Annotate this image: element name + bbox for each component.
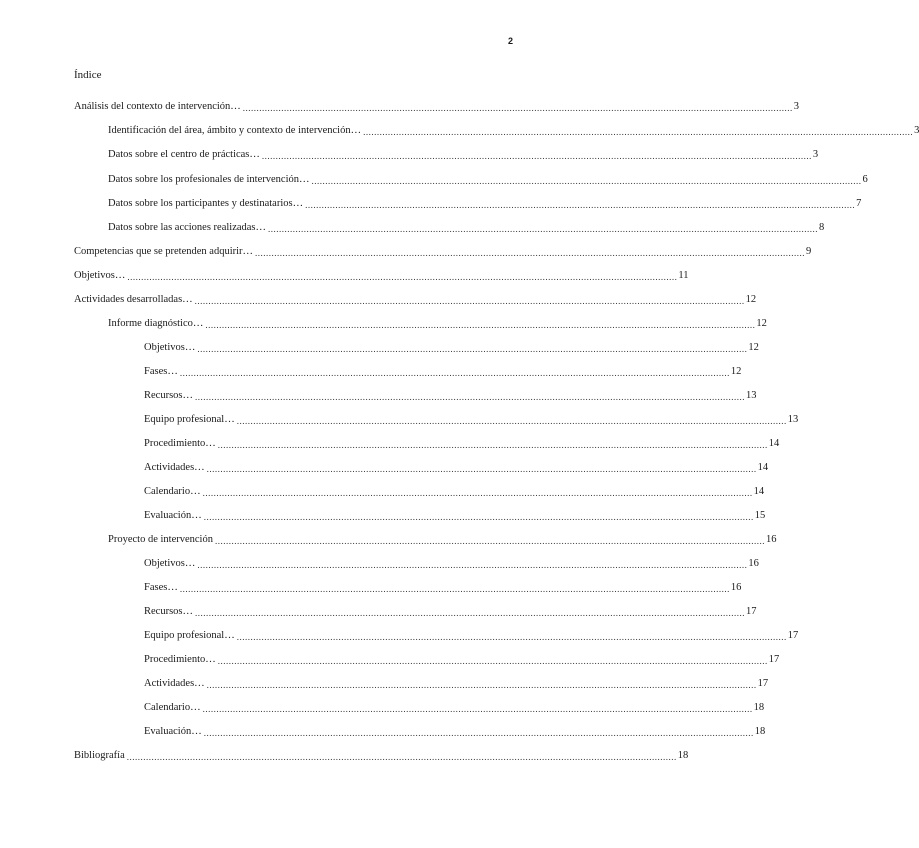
toc-entry-page: 14 — [768, 438, 780, 449]
dot-leader: ........................................................................................................................................................................................................ — [197, 560, 748, 570]
toc-entry[interactable] — [108, 533, 777, 547]
dot-leader: ........................................................................................................................................................................................................ — [311, 176, 862, 186]
dot-leader: ........................................................................................................................................................................................................ — [126, 752, 677, 762]
toc-entry-page: 14 — [757, 462, 769, 473]
toc-entry-label: Recursos… — [144, 606, 193, 617]
toc-entry[interactable] — [74, 269, 689, 283]
toc-entry-page: 12 — [756, 318, 767, 329]
toc-entry-label: Actividades… — [144, 678, 205, 689]
toc-entry-label: Proyecto de intervención — [108, 534, 213, 545]
toc-entry[interactable] — [108, 148, 819, 162]
toc-entry-page: 7 — [856, 198, 862, 209]
toc-entry-page: 18 — [753, 702, 765, 713]
dot-leader: ........................................................................................................................................................................................................ — [179, 368, 730, 378]
toc-entry-page: 15 — [754, 510, 766, 521]
dot-leader: ........................................................................................................................................................................................................ — [217, 656, 768, 666]
toc-entry-page: 11 — [678, 270, 689, 281]
toc-entry-label: Informe diagnóstico… — [108, 318, 204, 329]
toc-entry-page: 13 — [787, 414, 799, 425]
dot-leader: ........................................................................................................................................................................................................ — [242, 103, 793, 113]
toc-title: Índice — [74, 69, 102, 81]
dot-leader: ........................................................................................................................................................................................................ — [195, 608, 745, 618]
toc-entry-label: Identificación del área, ámbito y contexto de intervención… — [108, 125, 362, 136]
toc-entry[interactable] — [108, 317, 767, 331]
toc-entry-label: Actividades… — [144, 462, 205, 473]
dot-leader: ........................................................................................................................................................................................................ — [236, 632, 787, 642]
toc-entry[interactable] — [108, 173, 868, 187]
toc-entry-label: Datos sobre los participantes y destinatarios… — [108, 198, 304, 209]
toc-entry[interactable] — [144, 653, 780, 667]
toc-entry-page: 13 — [746, 390, 757, 401]
dot-leader: ........................................................................................................................................................................................................ — [305, 200, 856, 210]
toc-entry-label: Fases… — [144, 366, 178, 377]
toc-entry-label: Análisis del contexto de intervención… — [74, 101, 241, 112]
toc-entry-label: Equipo profesional… — [144, 630, 235, 641]
toc-entry-label: Calendario… — [144, 702, 201, 713]
toc-entry-page: 17 — [757, 678, 769, 689]
dot-leader: ........................................................................................................................................................................................................ — [206, 680, 757, 690]
toc-entry[interactable] — [144, 677, 769, 691]
toc-entry-label: Recursos… — [144, 390, 193, 401]
toc-entry-label: Datos sobre las acciones realizadas… — [108, 222, 267, 233]
toc-entry-page: 17 — [787, 630, 799, 641]
dot-leader: ........................................................................................................................................................................................................ — [203, 728, 754, 738]
dot-leader: ........................................................................................................................................................................................................ — [127, 272, 678, 282]
toc-entry-label: Calendario… — [144, 486, 201, 497]
toc-entry-page: 17 — [746, 606, 757, 617]
toc-entry-page: 16 — [765, 534, 777, 545]
dot-leader: ........................................................................................................................................................................................................ — [195, 392, 745, 402]
toc-entry[interactable] — [144, 701, 765, 715]
dot-leader: ........................................................................................................................................................................................................ — [197, 344, 748, 354]
toc-entry-page: 18 — [754, 726, 766, 737]
dot-leader: ........................................................................................................................................................................................................ — [261, 151, 812, 161]
toc-entry-label: Actividades desarrolladas… — [74, 294, 193, 305]
toc-entry-page: 14 — [753, 486, 765, 497]
toc-entry-label: Procedimiento… — [144, 438, 216, 449]
toc-entry-page: 3 — [812, 149, 819, 160]
dot-leader: ........................................................................................................................................................................................................ — [179, 584, 730, 594]
toc-entry-label: Datos sobre el centro de prácticas… — [108, 149, 260, 160]
toc-entry-page: 12 — [745, 294, 757, 305]
toc-entry-label: Objetivos… — [144, 342, 196, 353]
toc-entry[interactable] — [74, 293, 757, 307]
toc-entry-label: Bibliografía — [74, 750, 125, 761]
toc-entry-page: 3 — [793, 101, 800, 112]
toc-entry-page: 6 — [862, 174, 868, 185]
toc-entry-label: Procedimiento… — [144, 654, 216, 665]
toc-entry-label: Evaluación… — [144, 510, 202, 521]
dot-leader: ........................................................................................................................................................................................................ — [268, 224, 819, 234]
dot-leader: ........................................................................................................................................................................................................ — [255, 248, 806, 258]
toc-entry-page: 3 — [914, 125, 919, 136]
dot-leader: ........................................................................................................................................................................................................ — [202, 488, 753, 498]
toc-entry-label: Objetivos… — [74, 270, 126, 281]
toc-entry[interactable] — [144, 605, 757, 619]
toc-entry-page: 17 — [768, 654, 780, 665]
toc-entry[interactable] — [144, 389, 757, 403]
toc-entry-page: 16 — [730, 582, 742, 593]
dot-leader: ........................................................................................................................................................................................................ — [363, 127, 914, 137]
toc-entry-page: 9 — [806, 246, 812, 257]
toc-entry[interactable] — [144, 341, 759, 355]
dot-leader: ........................................................................................................................................................................................................ — [217, 440, 768, 450]
dot-leader: ........................................................................................................................................................................................................ — [205, 320, 756, 330]
toc-entry-label: Evaluación… — [144, 726, 202, 737]
dot-leader: ........................................................................................................................................................................................................ — [203, 512, 754, 522]
toc-entry[interactable] — [74, 749, 689, 763]
toc-entry[interactable] — [144, 629, 799, 643]
toc-entry-page: 8 — [819, 222, 825, 233]
toc-entry[interactable] — [144, 485, 765, 499]
dot-leader: ........................................................................................................................................................................................................ — [236, 416, 787, 426]
toc-entry[interactable] — [108, 197, 862, 211]
toc-entry[interactable] — [144, 509, 766, 523]
dot-leader: ........................................................................................................................................................................................................ — [194, 296, 745, 306]
toc-entry[interactable] — [74, 245, 812, 259]
dot-leader: ........................................................................................................................................................................................................ — [214, 536, 765, 546]
toc-entry-page: 12 — [730, 366, 742, 377]
toc-entry-page: 12 — [748, 342, 759, 353]
toc-entry-label: Fases… — [144, 582, 178, 593]
toc-entry[interactable] — [108, 221, 825, 235]
toc-entry[interactable] — [144, 413, 799, 427]
toc-entry[interactable] — [144, 437, 780, 451]
toc-entry-label: Datos sobre los profesionales de intervención… — [108, 174, 310, 185]
toc-entry[interactable] — [144, 557, 759, 571]
page-number: 2 — [508, 36, 514, 46]
toc-entry-page: 18 — [677, 750, 689, 761]
dot-leader: ........................................................................................................................................................................................................ — [202, 704, 753, 714]
toc-entry[interactable] — [144, 581, 742, 595]
toc-entry[interactable] — [144, 365, 742, 379]
toc-entry-page: 16 — [748, 558, 759, 569]
toc-entry-label: Equipo profesional… — [144, 414, 235, 425]
toc-entry[interactable] — [108, 124, 919, 138]
dot-leader: ........................................................................................................................................................................................................ — [206, 464, 757, 474]
toc-entry-label: Objetivos… — [144, 558, 196, 569]
toc-entry[interactable] — [144, 725, 766, 739]
toc-entry[interactable] — [74, 100, 800, 114]
toc-entry[interactable] — [144, 461, 769, 475]
toc-entry-label: Competencias que se pretenden adquirir… — [74, 246, 254, 257]
